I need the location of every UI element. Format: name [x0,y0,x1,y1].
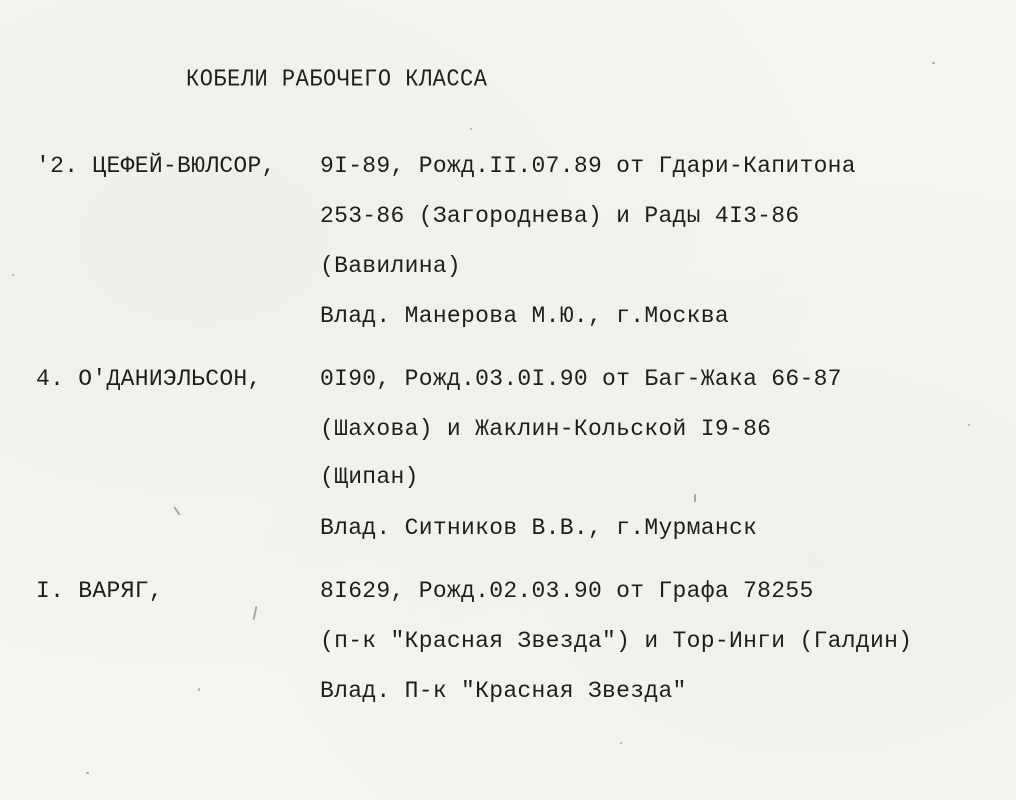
entry-line: (п-к "Красная Звезда") и Тор-Инги (Галдин) [320,628,913,654]
entry-line: (Вавилина) [320,253,462,279]
entry-name: I. ВАРЯГ, [36,578,163,604]
entry-line: (Шахова) и Жаклин-Кольской I9-86 [320,416,772,442]
paper-speck [694,494,696,502]
entry-line: (Щипан) [320,464,419,490]
entry-line: Влад. Ситников В.В., г.Мурманск [320,515,758,541]
entry-line: 0I90, Рожд.03.0I.90 от Баг-Жака 66-87 [320,366,842,392]
paper-speck [932,62,935,64]
paper-speck [173,506,180,515]
paper-speck [253,606,258,620]
entry-line: 253-86 (Загороднева) и Рады 4I3-86 [320,203,800,229]
entry-line: 8I629, Рожд.02.03.90 от Графа 78255 [320,578,814,604]
paper-speck [620,742,622,744]
paper-speck [968,424,970,426]
entry-name: 4. О'ДАНИЭЛЬСОН, [36,366,262,392]
document-heading: КОБЕЛИ РАБОЧЕГО КЛАССА [186,66,488,93]
entry-name: '2. ЦЕФЕЙ-ВЮЛСОР, [36,153,276,179]
paper-speck [470,128,472,130]
entry-line: Влад. Манерова М.Ю., г.Москва [320,303,729,329]
paper-speck [12,274,14,276]
paper-speck [198,688,200,691]
entry-line: Влад. П-к "Красная Звезда" [320,678,687,704]
paper-speck [86,772,89,774]
entry-line: 9I-89, Рожд.II.07.89 от Гдари-Капитона [320,153,856,179]
